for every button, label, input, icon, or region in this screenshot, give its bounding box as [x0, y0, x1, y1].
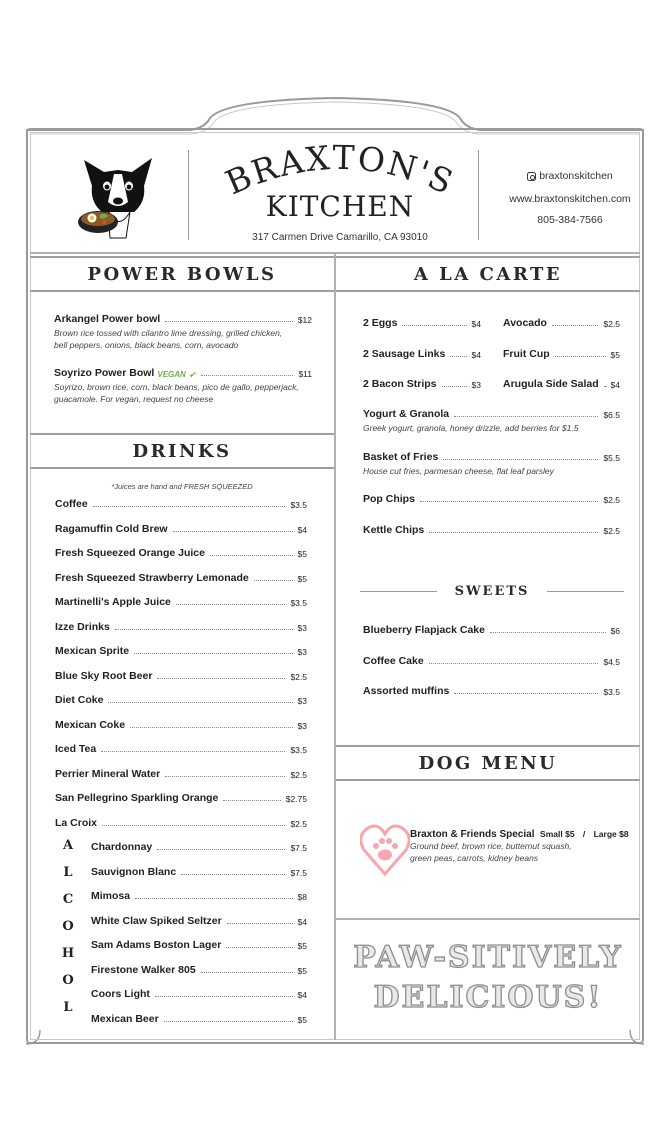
drink-item: Martinelli's Apple Juice $3.5: [55, 596, 307, 608]
drink-item: Fresh Squeezed Strawberry Lemonade $5: [55, 571, 307, 584]
alcohol-vertical-label: A L C O H O L: [61, 838, 75, 1015]
website-link[interactable]: www.braxtonskitchen.com: [509, 193, 631, 205]
title-kitchen: KITCHEN: [265, 190, 415, 223]
alcohol-item: Firestone Walker 805 $5: [91, 963, 307, 976]
dog-menu-header: DOG MENU: [336, 745, 640, 781]
a-la-carte-item: 2 Bacon Strips $3: [363, 378, 481, 390]
item-description: Greek yogurt, granola, honey drizzle, add berries for $1.5: [363, 423, 579, 433]
sweets-header: SWEETS: [360, 584, 624, 599]
header-divider-right: [478, 150, 479, 240]
item-description: Brown rice tossed with cilantro lime dressing, grilled chicken, bell peppers, onions, black beans, corn, avocado: [54, 328, 283, 350]
drink-item: Blue Sky Root Beer $2.5: [55, 669, 307, 682]
a-la-carte-item: Fruit Cup $5: [503, 347, 620, 360]
instagram-text: braxtonskitchen: [539, 170, 613, 182]
sweets-item: Coffee Cake $4.5: [363, 654, 620, 667]
alcohol-item: Sam Adams Boston Lager $5: [91, 939, 307, 951]
drink-item: Mexican Coke $3: [55, 718, 307, 731]
address: 317 Carmen Drive Camarillo, CA 93010: [252, 232, 428, 243]
drink-item: Perrier Mineral Water $2.5: [55, 767, 307, 780]
alcohol-item: Mimosa $8: [91, 890, 307, 902]
juice-note: *Juices are hand and FRESH SQUEEZED: [111, 482, 253, 491]
alcohol-item: Mexican Beer $5: [91, 1012, 307, 1025]
dog-menu-bottom-rule: [336, 918, 640, 920]
drink-item: Ragamuffin Cold Brew $4: [55, 522, 307, 535]
tagline: PAW-SITIVELY DELICIOUS!: [353, 940, 623, 1015]
instagram-handle[interactable]: [527, 166, 613, 187]
drink-item: La Croix $2.5: [55, 816, 307, 829]
phone-number[interactable]: 805-384-7566: [537, 214, 603, 226]
drink-item: Coffee $3.5: [55, 498, 307, 510]
sweets-item: Blueberry Flapjack Cake $6: [363, 624, 620, 636]
a-la-carte-item: Basket of Fries $5.5: [363, 451, 620, 463]
a-la-carte-item: 2 Sausage Links $4: [363, 347, 481, 360]
menu-item-soyrizo: Soyrizo Power Bowl VEGAN ➶ $11: [54, 367, 312, 379]
alcohol-item: Sauvignon Blanc $7.5: [91, 865, 307, 878]
column-divider: [334, 254, 336, 1040]
title-top-text: BRAXTON'S: [219, 144, 461, 203]
drinks-header: DRINKS: [30, 433, 334, 469]
sweets-item: Assorted muffins $3.5: [363, 685, 620, 697]
drink-item: Fresh Squeezed Orange Juice $5: [55, 547, 307, 559]
menu-header: [30, 138, 640, 250]
a-la-carte-item: 2 Eggs $4: [363, 317, 481, 329]
dog-logo-icon: [74, 152, 162, 240]
drink-item: San Pellegrino Sparkling Orange $2.75: [55, 792, 307, 804]
drink-item: Diet Coke $3: [55, 694, 307, 706]
alcohol-item: Coors Light $4: [91, 988, 307, 1000]
drink-item: Mexican Sprite $3: [55, 645, 307, 657]
alcohol-item: White Claw Spiked Seltzer $4: [91, 914, 307, 927]
item-description: Soyrizo, brown rice, corn, black beans, pico de gallo, pepperjack, guacamole. For vegan, request no cheese: [54, 382, 299, 404]
a-la-carte-item: Yogurt & Granola $6.5: [363, 408, 620, 420]
a-la-carte-item: Pop Chips $2.5: [363, 493, 620, 505]
vegan-badge: VEGAN: [157, 370, 186, 379]
a-la-carte-header: A LA CARTE: [336, 256, 640, 292]
instagram-icon: [527, 172, 536, 181]
paw-heart-icon: [360, 812, 410, 878]
leaf-icon: ➶: [188, 370, 196, 379]
alcohol-item: Chardonnay $7.5: [91, 841, 307, 853]
item-description: House cut fries, parmesan cheese, flat leaf parsley: [363, 466, 554, 476]
header-divider-left: [188, 150, 189, 240]
power-bowls-header: POWER BOWLS: [30, 256, 334, 292]
a-la-carte-item: Arugula Side Salad $4: [503, 378, 620, 390]
drink-item: Iced Tea $3.5: [55, 743, 307, 755]
a-la-carte-item: Avocado $2.5: [503, 317, 620, 329]
menu-item-arkangel: Arkangel Power bowl $12: [54, 313, 312, 325]
dog-special-item: Braxton & Friends Special Small $5 / Large $8 Ground beef, brown rice, butternut squash, green peas, carrots, kidney beans: [410, 829, 629, 863]
a-la-carte-item: Kettle Chips $2.5: [363, 524, 620, 536]
contact-info: [500, 166, 640, 231]
drink-item: Izze Drinks $3: [55, 620, 307, 633]
